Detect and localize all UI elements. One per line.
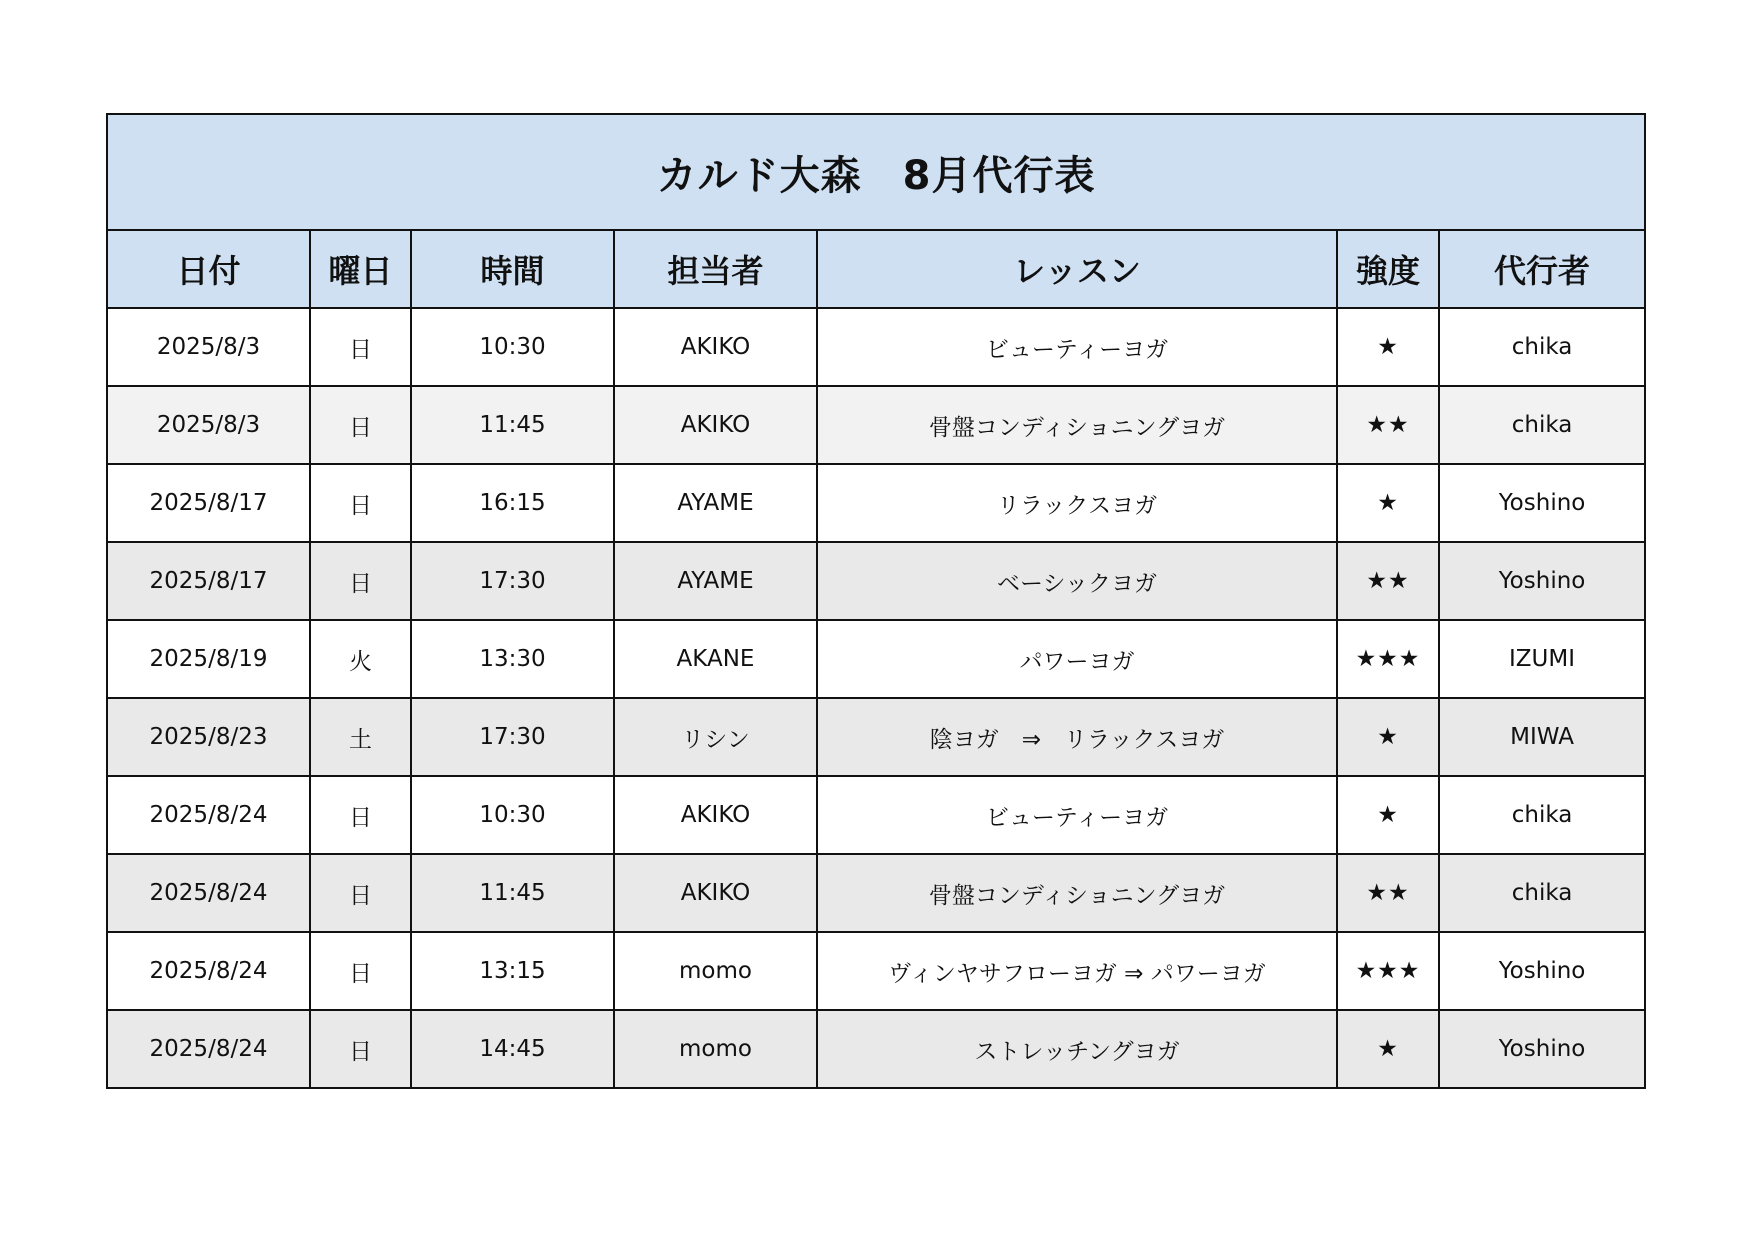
intensity-cell: ★ <box>1337 308 1439 386</box>
table-row <box>107 386 1645 464</box>
weekday-cell: 日 <box>310 932 411 1010</box>
intensity-cell: ★ <box>1337 698 1439 776</box>
weekday-cell: 日 <box>310 854 411 932</box>
instructor-cell: momo <box>614 932 817 1010</box>
lesson-cell: 骨盤コンディショニングヨガ <box>817 386 1337 464</box>
substitute-cell: chika <box>1439 776 1645 854</box>
column-header-time: 時間 <box>411 230 614 308</box>
instructor-cell: momo <box>614 1010 817 1088</box>
substitute-schedule-table <box>106 113 1646 1089</box>
instructor-cell: AKANE <box>614 620 817 698</box>
weekday-cell: 日 <box>310 1010 411 1088</box>
weekday-cell: 日 <box>310 464 411 542</box>
table-row <box>107 776 1645 854</box>
table-row <box>107 1010 1645 1088</box>
intensity-cell: ★★★ <box>1337 932 1439 1010</box>
intensity-cell: ★ <box>1337 464 1439 542</box>
date-cell: 2025/8/24 <box>107 1010 310 1088</box>
table-title: カルド大森 8月代行表 <box>107 114 1645 230</box>
instructor-cell: AKIKO <box>614 854 817 932</box>
time-cell: 11:45 <box>411 386 614 464</box>
time-cell: 10:30 <box>411 308 614 386</box>
table-row <box>107 854 1645 932</box>
column-header-weekday: 曜日 <box>310 230 411 308</box>
table-row <box>107 464 1645 542</box>
table-row <box>107 308 1645 386</box>
table-row <box>107 698 1645 776</box>
weekday-cell: 日 <box>310 542 411 620</box>
date-cell: 2025/8/23 <box>107 698 310 776</box>
weekday-cell: 日 <box>310 776 411 854</box>
date-cell: 2025/8/24 <box>107 854 310 932</box>
intensity-cell: ★★ <box>1337 854 1439 932</box>
substitute-cell: Yoshino <box>1439 1010 1645 1088</box>
weekday-cell: 土 <box>310 698 411 776</box>
lesson-cell: ビューティーヨガ <box>817 308 1337 386</box>
header-row <box>107 230 1645 308</box>
instructor-cell: AYAME <box>614 464 817 542</box>
intensity-cell: ★★ <box>1337 386 1439 464</box>
substitute-cell: MIWA <box>1439 698 1645 776</box>
time-cell: 17:30 <box>411 698 614 776</box>
intensity-cell: ★★ <box>1337 542 1439 620</box>
substitute-cell: chika <box>1439 308 1645 386</box>
intensity-cell: ★ <box>1337 1010 1439 1088</box>
lesson-cell: 陰ヨガ ⇒ リラックスヨガ <box>817 698 1337 776</box>
lesson-cell: ビューティーヨガ <box>817 776 1337 854</box>
time-cell: 10:30 <box>411 776 614 854</box>
table-row <box>107 620 1645 698</box>
lesson-cell: パワーヨガ <box>817 620 1337 698</box>
lesson-cell: ストレッチングヨガ <box>817 1010 1337 1088</box>
time-cell: 13:15 <box>411 932 614 1010</box>
instructor-cell: AKIKO <box>614 386 817 464</box>
column-header-substitute: 代行者 <box>1439 230 1645 308</box>
lesson-cell: リラックスヨガ <box>817 464 1337 542</box>
lesson-cell: ヴィンヤサフローヨガ ⇒ パワーヨガ <box>817 932 1337 1010</box>
column-header-intensity: 強度 <box>1337 230 1439 308</box>
date-cell: 2025/8/24 <box>107 932 310 1010</box>
intensity-cell: ★ <box>1337 776 1439 854</box>
date-cell: 2025/8/3 <box>107 386 310 464</box>
weekday-cell: 日 <box>310 308 411 386</box>
instructor-cell: AKIKO <box>614 776 817 854</box>
time-cell: 14:45 <box>411 1010 614 1088</box>
instructor-cell: AYAME <box>614 542 817 620</box>
instructor-cell: AKIKO <box>614 308 817 386</box>
column-header-instructor: 担当者 <box>614 230 817 308</box>
time-cell: 13:30 <box>411 620 614 698</box>
table-row <box>107 932 1645 1010</box>
date-cell: 2025/8/17 <box>107 464 310 542</box>
instructor-cell: リシン <box>614 698 817 776</box>
time-cell: 16:15 <box>411 464 614 542</box>
weekday-cell: 火 <box>310 620 411 698</box>
column-header-date: 日付 <box>107 230 310 308</box>
date-cell: 2025/8/19 <box>107 620 310 698</box>
date-cell: 2025/8/3 <box>107 308 310 386</box>
date-cell: 2025/8/17 <box>107 542 310 620</box>
column-header-lesson: レッスン <box>817 230 1337 308</box>
substitute-cell: chika <box>1439 854 1645 932</box>
substitute-cell: Yoshino <box>1439 464 1645 542</box>
substitute-cell: Yoshino <box>1439 542 1645 620</box>
substitute-cell: IZUMI <box>1439 620 1645 698</box>
date-cell: 2025/8/24 <box>107 776 310 854</box>
table-row <box>107 542 1645 620</box>
lesson-cell: ベーシックヨガ <box>817 542 1337 620</box>
intensity-cell: ★★★ <box>1337 620 1439 698</box>
substitute-cell: Yoshino <box>1439 932 1645 1010</box>
time-cell: 11:45 <box>411 854 614 932</box>
schedule-sheet <box>106 113 1644 1089</box>
time-cell: 17:30 <box>411 542 614 620</box>
substitute-cell: chika <box>1439 386 1645 464</box>
lesson-cell: 骨盤コンディショニングヨガ <box>817 854 1337 932</box>
weekday-cell: 日 <box>310 386 411 464</box>
